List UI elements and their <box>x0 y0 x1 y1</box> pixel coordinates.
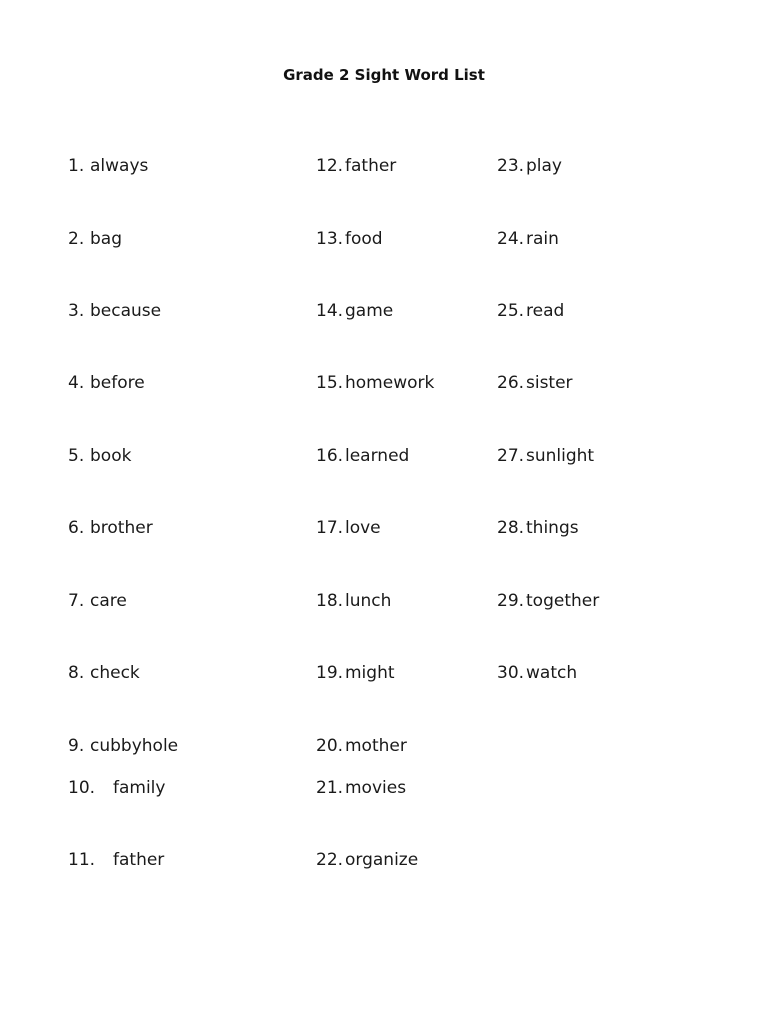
list-item <box>316 444 409 468</box>
list-item <box>316 227 383 251</box>
list-item <box>316 776 406 800</box>
item-word: organize <box>345 850 419 870</box>
item-number: 19. <box>316 663 344 683</box>
list-item <box>68 371 145 395</box>
item-word: because <box>90 301 162 321</box>
item-word: lunch <box>345 591 392 611</box>
item-word: father <box>345 156 397 176</box>
list-item <box>68 444 131 468</box>
item-number: 13. <box>316 229 344 249</box>
item-word: before <box>90 373 145 393</box>
list-item <box>497 227 559 251</box>
item-number: 21. <box>316 778 344 798</box>
list-item <box>68 589 127 613</box>
list-item <box>68 227 122 251</box>
item-word: book <box>90 446 132 466</box>
item-word: might <box>345 663 395 683</box>
item-number: 25. <box>497 301 525 321</box>
item-number: 30. <box>497 663 525 683</box>
item-word: together <box>526 591 600 611</box>
list-item <box>497 444 594 468</box>
item-word: play <box>526 156 562 176</box>
item-word: sister <box>526 373 573 393</box>
item-number: 3. <box>68 301 85 321</box>
item-number: 14. <box>316 301 344 321</box>
item-word: care <box>90 591 127 611</box>
item-word: sunlight <box>526 446 595 466</box>
item-word: brother <box>90 518 153 538</box>
list-item <box>68 516 153 540</box>
item-number: 27. <box>497 446 525 466</box>
item-number: 16. <box>316 446 344 466</box>
item-number: 8. <box>68 663 85 683</box>
item-number: 23. <box>497 156 525 176</box>
item-number: 9. <box>68 736 85 756</box>
item-number: 29. <box>497 591 525 611</box>
item-word: love <box>345 518 381 538</box>
list-item <box>497 371 573 395</box>
list-item <box>68 776 165 800</box>
item-number: 20. <box>316 736 344 756</box>
item-number: 7. <box>68 591 85 611</box>
item-word: read <box>526 301 565 321</box>
item-word: cubbyhole <box>90 736 179 756</box>
list-item <box>497 154 562 178</box>
item-word: check <box>90 663 140 683</box>
item-word: family <box>113 778 166 798</box>
list-item <box>316 589 391 613</box>
list-item <box>497 299 564 323</box>
item-word: movies <box>345 778 407 798</box>
item-number: 22. <box>316 850 344 870</box>
list-item <box>316 661 395 685</box>
item-number: 15. <box>316 373 344 393</box>
item-number: 17. <box>316 518 344 538</box>
item-number: 12. <box>316 156 344 176</box>
item-number: 18. <box>316 591 344 611</box>
item-number: 5. <box>68 446 85 466</box>
item-word: learned <box>345 446 410 466</box>
item-word: mother <box>345 736 407 756</box>
item-number: 28. <box>497 518 525 538</box>
list-item <box>316 516 381 540</box>
item-word: bag <box>90 229 122 249</box>
item-number: 2. <box>68 229 85 249</box>
item-number: 26. <box>497 373 525 393</box>
item-number: 10. <box>68 778 96 798</box>
item-number: 4. <box>68 373 85 393</box>
item-number: 24. <box>497 229 525 249</box>
list-item <box>68 661 140 685</box>
list-item <box>68 299 161 323</box>
list-item <box>316 371 434 395</box>
item-word: always <box>90 156 149 176</box>
list-item <box>316 734 407 758</box>
page-title: Grade 2 Sight Word List <box>283 66 485 84</box>
list-item <box>68 154 148 178</box>
item-word: father <box>113 850 165 870</box>
item-number: 6. <box>68 518 85 538</box>
item-word: food <box>345 229 383 249</box>
item-word: homework <box>345 373 435 393</box>
list-item <box>497 589 599 613</box>
item-number: 11. <box>68 850 96 870</box>
list-item <box>316 299 393 323</box>
item-word: rain <box>526 229 559 249</box>
list-item <box>68 848 164 872</box>
item-word: game <box>345 301 394 321</box>
list-item <box>68 734 178 758</box>
list-item <box>497 516 579 540</box>
list-item <box>497 661 577 685</box>
list-item <box>316 154 396 178</box>
item-word: watch <box>526 663 578 683</box>
item-word: things <box>526 518 579 538</box>
item-number: 1. <box>68 156 85 176</box>
list-item <box>316 848 418 872</box>
